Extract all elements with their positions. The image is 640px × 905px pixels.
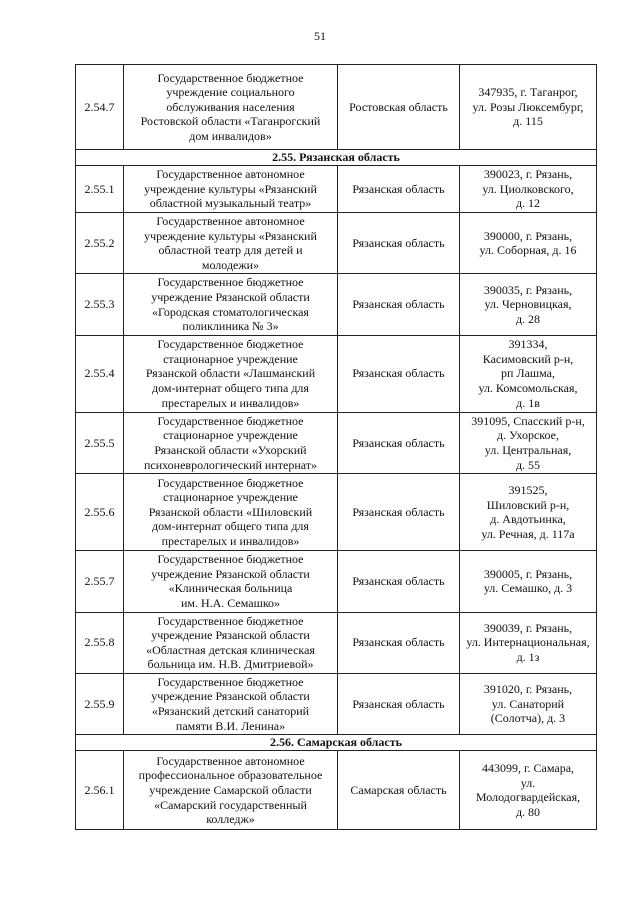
table-row [76,551,597,612]
region-name: Ростовская область [338,65,460,150]
postal-address: 390023, г. Рязань, ул. Циолковского, д. 12 [460,166,597,213]
section-title: 2.56. Самарская область [76,735,597,751]
row-number: 2.55.7 [76,551,124,612]
table-row [76,673,597,734]
region-name: Рязанская область [338,673,460,734]
institution-name: Государственное бюджетное учреждение социального обслуживания населения Ростовской области «Таганрогский дом инвалидов» [124,65,338,150]
postal-address: 391095, Спасский р-н, д. Ухорское, ул. Центральная, д. 55 [460,412,597,473]
postal-address: 391525, Шиловский р-н, д. Авдотьинка, ул. Речная, д. 117а [460,474,597,551]
row-number: 2.55.5 [76,412,124,473]
section-title: 2.55. Рязанская область [76,150,597,166]
postal-address: 390005, г. Рязань, ул. Семашко, д. 3 [460,551,597,612]
row-number: 2.55.1 [76,166,124,213]
table-row [76,274,597,335]
row-number: 2.55.6 [76,474,124,551]
postal-address: 390000, г. Рязань, ул. Соборная, д. 16 [460,213,597,274]
row-number: 2.54.7 [76,65,124,150]
institution-name: Государственное бюджетное учреждение Рязанской области «Областная детская клиническая больница им. Н.В. Дмитриевой» [124,612,338,673]
table-row [76,65,597,150]
postal-address: 443099, г. Самара, ул. Молодогвардейская, д. 80 [460,751,597,830]
region-name: Самарская область [338,751,460,830]
table-row [76,166,597,213]
section-header-row [76,150,597,166]
postal-address: 347935, г. Таганрог, ул. Розы Люксембург, д. 115 [460,65,597,150]
region-name: Рязанская область [338,551,460,612]
section-header-row [76,735,597,751]
region-name: Рязанская область [338,335,460,412]
table-row [76,412,597,473]
institutions-table [75,64,597,830]
table-row [76,213,597,274]
table-row [76,335,597,412]
institution-name: Государственное бюджетное учреждение Рязанской области «Рязанский детский санаторий памяти В.И. Ленина» [124,673,338,734]
table-row [76,751,597,830]
table-body [76,65,597,830]
postal-address: 390035, г. Рязань, ул. Черновицкая, д. 28 [460,274,597,335]
postal-address: 391020, г. Рязань, ул. Санаторий (Солотча), д. 3 [460,673,597,734]
institution-name: Государственное бюджетное стационарное учреждение Рязанской области «Шиловский дом-интернат общего типа для престарелых и инвалидов» [124,474,338,551]
region-name: Рязанская область [338,612,460,673]
institution-name: Государственное бюджетное учреждение Рязанской области «Городская стоматологическая поликлиника № 3» [124,274,338,335]
region-name: Рязанская область [338,274,460,335]
table-row [76,474,597,551]
row-number: 2.55.8 [76,612,124,673]
region-name: Рязанская область [338,213,460,274]
region-name: Рязанская область [338,412,460,473]
region-name: Рязанская область [338,474,460,551]
row-number: 2.55.9 [76,673,124,734]
postal-address: 390039, г. Рязань, ул. Интернациональная, д. 1з [460,612,597,673]
row-number: 2.55.4 [76,335,124,412]
institution-name: Государственное автономное учреждение культуры «Рязанский областной театр для детей и молодежи» [124,213,338,274]
institution-name: Государственное автономное профессиональное образовательное учреждение Самарской области «Самарский государственный колледж» [124,751,338,830]
table-row [76,612,597,673]
row-number: 2.55.3 [76,274,124,335]
institution-name: Государственное бюджетное стационарное учреждение Рязанской области «Лашманский дом-интернат общего типа для престарелых и инвалидов» [124,335,338,412]
institution-name: Государственное бюджетное учреждение Рязанской области «Клиническая больница им. Н.А. Семашко» [124,551,338,612]
postal-address: 391334, Касимовский р-н, рп Лашма, ул. Комсомольская, д. 1в [460,335,597,412]
row-number: 2.56.1 [76,751,124,830]
page-number: 51 [314,29,326,43]
row-number: 2.55.2 [76,213,124,274]
region-name: Рязанская область [338,166,460,213]
institution-name: Государственное автономное учреждение культуры «Рязанский областной музыкальный театр» [124,166,338,213]
institution-name: Государственное бюджетное стационарное учреждение Рязанской области «Ухорский психоневрологический интернат» [124,412,338,473]
